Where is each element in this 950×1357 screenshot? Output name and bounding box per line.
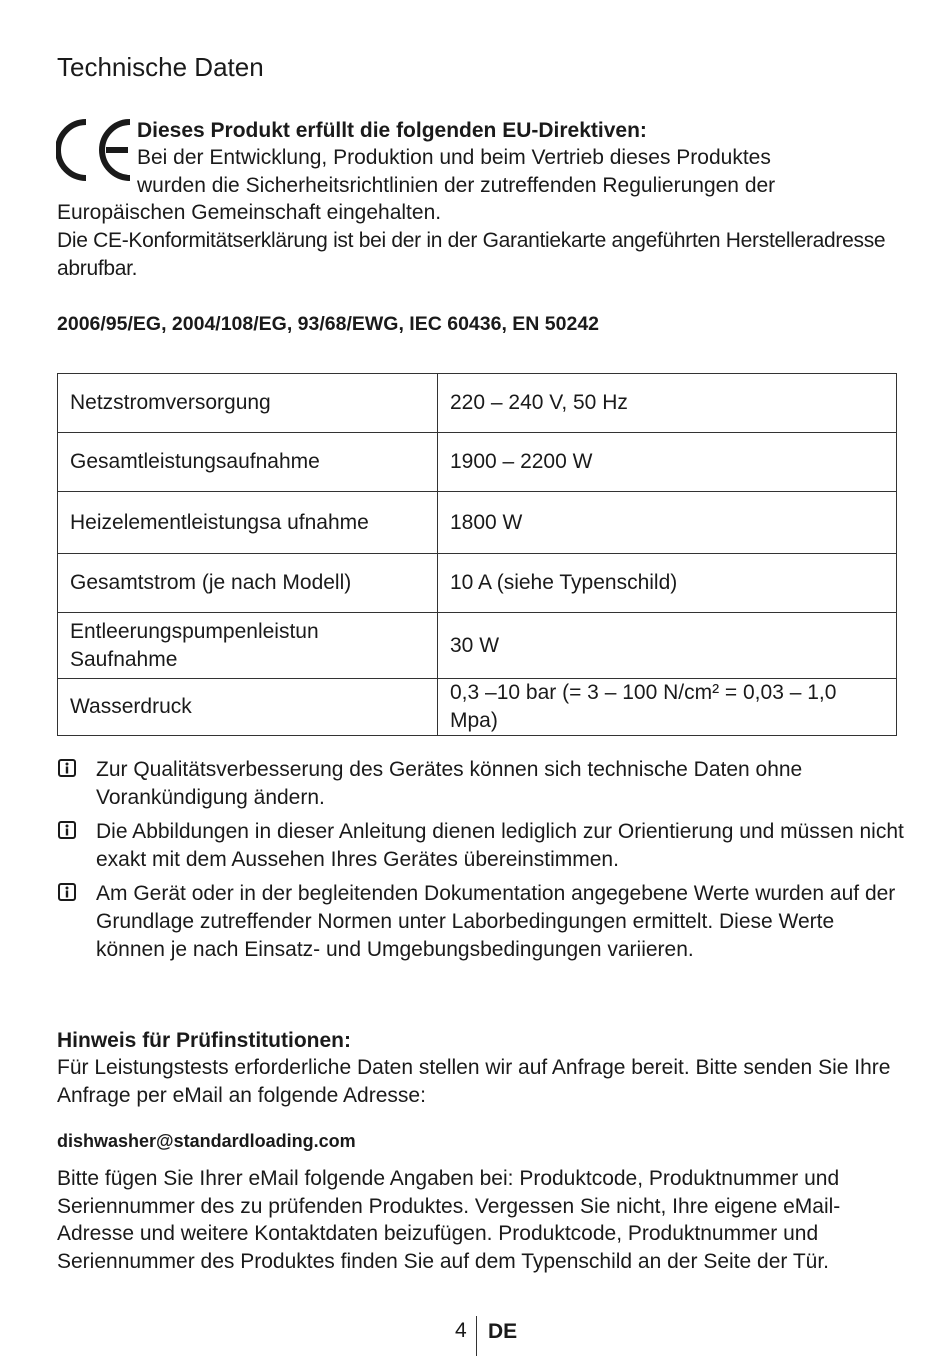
- spec-key: Gesamtstrom (je nach Modell): [58, 554, 438, 613]
- table-row: [58, 613, 897, 679]
- note-item: [57, 756, 907, 812]
- testing-notice-text: Für Leistungstests erforderliche Daten stellen wir auf Anfrage bereit. Bitte senden Sie Ihre Anfrage per eMail an folgende Adresse:: [57, 1056, 891, 1107]
- ce-mark-icon: [56, 118, 136, 182]
- ce-text-line: wurden die Sicherheitsrichtlinien der zutreffenden Regulierungen der: [137, 173, 776, 197]
- spec-value: 10 A (siehe Typenschild): [438, 554, 897, 613]
- table-row: [58, 433, 897, 492]
- table-row: [58, 554, 897, 613]
- spec-key: Entleerungspumpenleistun Saufnahme: [58, 613, 438, 679]
- ce-text-continued: Europäischen Gemeinschaft eingehalten.: [57, 201, 442, 224]
- ce-text-line: Bei der Entwicklung, Produktion und beim Vertrieb dieses Produktes: [137, 146, 771, 169]
- note-text: Am Gerät oder in der begleitenden Dokumentation angegebene Werte wurden auf der Grundlage zutreffender Normen unter Laborbedingungen ermittelt. Diese Werte können je nach Einsatz- und Umgebungsbedingungen variieren.: [96, 882, 896, 961]
- footer-divider: [476, 1316, 477, 1356]
- spec-value: 1900 – 2200 W: [438, 433, 897, 492]
- spec-table: [57, 373, 897, 736]
- spec-value: 0,3 –10 bar (= 3 – 100 N/cm² = 0,03 – 1,0 Mpa): [438, 679, 897, 736]
- spec-key: Netzstromversorgung: [58, 374, 438, 433]
- eu-directives: 2006/95/EG, 2004/108/EG, 93/68/EWG, IEC 60436, EN 50242: [57, 313, 600, 335]
- contact-email[interactable]: dishwasher@standardloading.com: [57, 1131, 356, 1151]
- table-row: [58, 492, 897, 554]
- language-code: DE: [488, 1320, 518, 1343]
- page-number: 4: [455, 1319, 467, 1342]
- page-title: Technische Daten: [57, 52, 264, 82]
- note-text: Die Abbildungen in dieser Anleitung dienen lediglich zur Orientierung und müssen nicht exakt mit dem Aussehen Ihres Gerätes übereinstimmen.: [96, 820, 904, 871]
- table-row: [58, 679, 897, 736]
- spec-key: Gesamtleistungsaufnahme: [58, 433, 438, 492]
- info-icon: [58, 821, 76, 839]
- spec-value: 30 W: [438, 613, 897, 679]
- note-item: [57, 880, 907, 964]
- table-row: [58, 374, 897, 433]
- testing-notice-heading: Hinweis für Prüfinstitutionen:: [57, 1029, 351, 1052]
- note-text: Zur Qualitätsverbesserung des Gerätes können sich technische Daten ohne Vorankündigung ändern.: [96, 758, 803, 809]
- spec-value: 220 – 240 V, 50 Hz: [438, 374, 897, 433]
- testing-notice-instructions: Bitte fügen Sie Ihrer eMail folgende Angaben bei: Produktcode, Produktnummer und Seriennummer des zu prüfenden Produktes. Vergessen Sie nicht, Ihre eigene eMail-Adresse und weitere Kontaktdaten beizufügen. Produktcode, Produktnummer und Seriennummer des Produktes finden Sie auf dem Typenschild an der Seite der Tür.: [57, 1167, 841, 1273]
- info-icon: [58, 883, 76, 901]
- spec-key: Heizelementleistungsa ufnahme: [58, 492, 438, 554]
- notes-list: [57, 756, 907, 970]
- spec-key: Wasserdruck: [58, 679, 438, 736]
- info-icon: [58, 759, 76, 777]
- spec-value: 1800 W: [438, 492, 897, 554]
- ce-conformity-text: Die CE-Konformitätserklärung ist bei der in der Garantiekarte angeführten Herstelleradresse abrufbar.: [57, 229, 886, 280]
- ce-text: [137, 144, 857, 199]
- note-item: [57, 818, 907, 874]
- ce-heading: Dieses Produkt erfüllt die folgenden EU-Direktiven:: [137, 119, 647, 142]
